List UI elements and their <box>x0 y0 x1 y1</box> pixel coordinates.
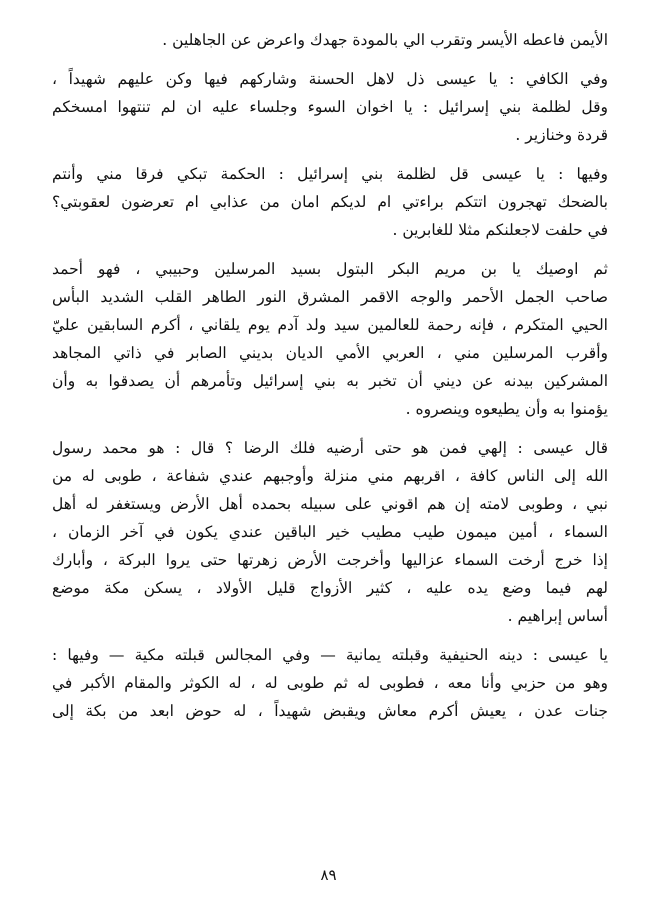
paragraph-3 <box>52 160 608 244</box>
paragraph-5 <box>52 434 608 630</box>
text-line: في حلفت لاجعلنكم مثلا للغابرين . <box>392 221 608 239</box>
text-line: نبي ، وطوبى لامته إن هم اقوني على سبيله بحمده أهل الأرض ويستغفر له أهل <box>52 495 608 513</box>
text-line: لهم فيما وضع يده عليه ، كثير الأزواج قليل الأولاد ، يسكن مكة موضع <box>52 579 608 597</box>
text-line: الله إلى الناس كافة ، اقربهم مني منزلة وأوجبهم عندي شفاعة ، طوبى له من <box>52 467 608 485</box>
text-line: أساس إبراهيم . <box>507 607 608 625</box>
page-body <box>52 26 608 725</box>
text-line: وقل لظلمة بني إسرائيل : يا اخوان السوء وجلساء عليه ان لم تنتهوا امسخكم <box>52 98 608 116</box>
text-line: المشركين بيدنه عن ديني أن تخبر به بني إسرائيل وتأمرهم أن يصدقوا به وأن <box>52 372 608 390</box>
text-line: قال عيسى : إلهي فمن هو حتى أرضيه فلك الرضا ؟ قال : هو محمد رسول <box>52 439 608 457</box>
paragraph-2 <box>52 65 608 149</box>
paragraph-spacer <box>52 149 608 160</box>
text-line: بالضحك تهجرون اتتكم براءتي ام لديكم امان من عذابي ام تعرضون لعقوبتي؟ <box>52 193 608 211</box>
text-line: جنات عدن ، يعيش أكرم معاش ويقبض شهيداً ، له حوض ابعد من بكة إلى <box>52 702 608 720</box>
paragraph-spacer <box>52 423 608 434</box>
page-number: ٨٩ <box>320 866 337 884</box>
text-line: وهو من حزبي وأنا معه ، فطوبى له ثم طوبى له ، له الكوثر والمقام الأكبر في <box>52 674 608 692</box>
text-line: إذا خرج أرخت السماء عزاليها وأخرجت الأرض زهرتها حتى يروا البركة ، وأبارك <box>52 551 608 569</box>
paragraph-6 <box>52 641 608 725</box>
text-line: يا عيسى : دينه الحنيفية وقبلته يمانية — وفي المجالس قبلته مكية — وفيها : <box>52 646 608 664</box>
text-line: وفيها : يا عيسى قل لظلمة بني إسرائيل : الحكمة تبكي فرقا مني وأنتم <box>52 165 608 183</box>
text-line: صاحب الجمل الأحمر والوجه الاقمر المشرق النور الطاهر القلب الشديد البأس <box>52 288 608 306</box>
paragraph-spacer <box>52 244 608 255</box>
text-line: الحيي المتكرم ، فإنه رحمة للعالمين سيد ولد آدم يوم يلقاني ، أكرم السابقين عليّ <box>52 316 608 334</box>
text-line: قردة وخنازير . <box>515 126 608 144</box>
text-line: السماء ، أمين ميمون طيب مطيب خير الباقين عندي يكون في آخر الزمان ، <box>52 523 608 541</box>
text-line: الأيمن فاعطه الأيسر وتقرب الي بالمودة جهدك واعرض عن الجاهلين . <box>162 31 608 49</box>
paragraph-1 <box>52 26 608 54</box>
text-line: ثم اوصيك يا بن مريم البكر البتول بسيد المرسلين وحبيبي ، فهو أحمد <box>52 260 608 278</box>
text-line: وأقرب المرسلين مني ، العربي الأمي الديان بديني الصابر في ذاتي المجاهد <box>52 344 608 362</box>
text-line: يؤمنوا به وأن يطيعوه وينصروه . <box>405 400 608 418</box>
paragraph-4 <box>52 255 608 423</box>
paragraph-spacer <box>52 630 608 641</box>
paragraph-spacer <box>52 54 608 65</box>
text-line: وفي الكافي : يا عيسى ذل لاهل الحسنة وشاركهم فيها وكن عليهم شهيداً ، <box>52 70 608 88</box>
